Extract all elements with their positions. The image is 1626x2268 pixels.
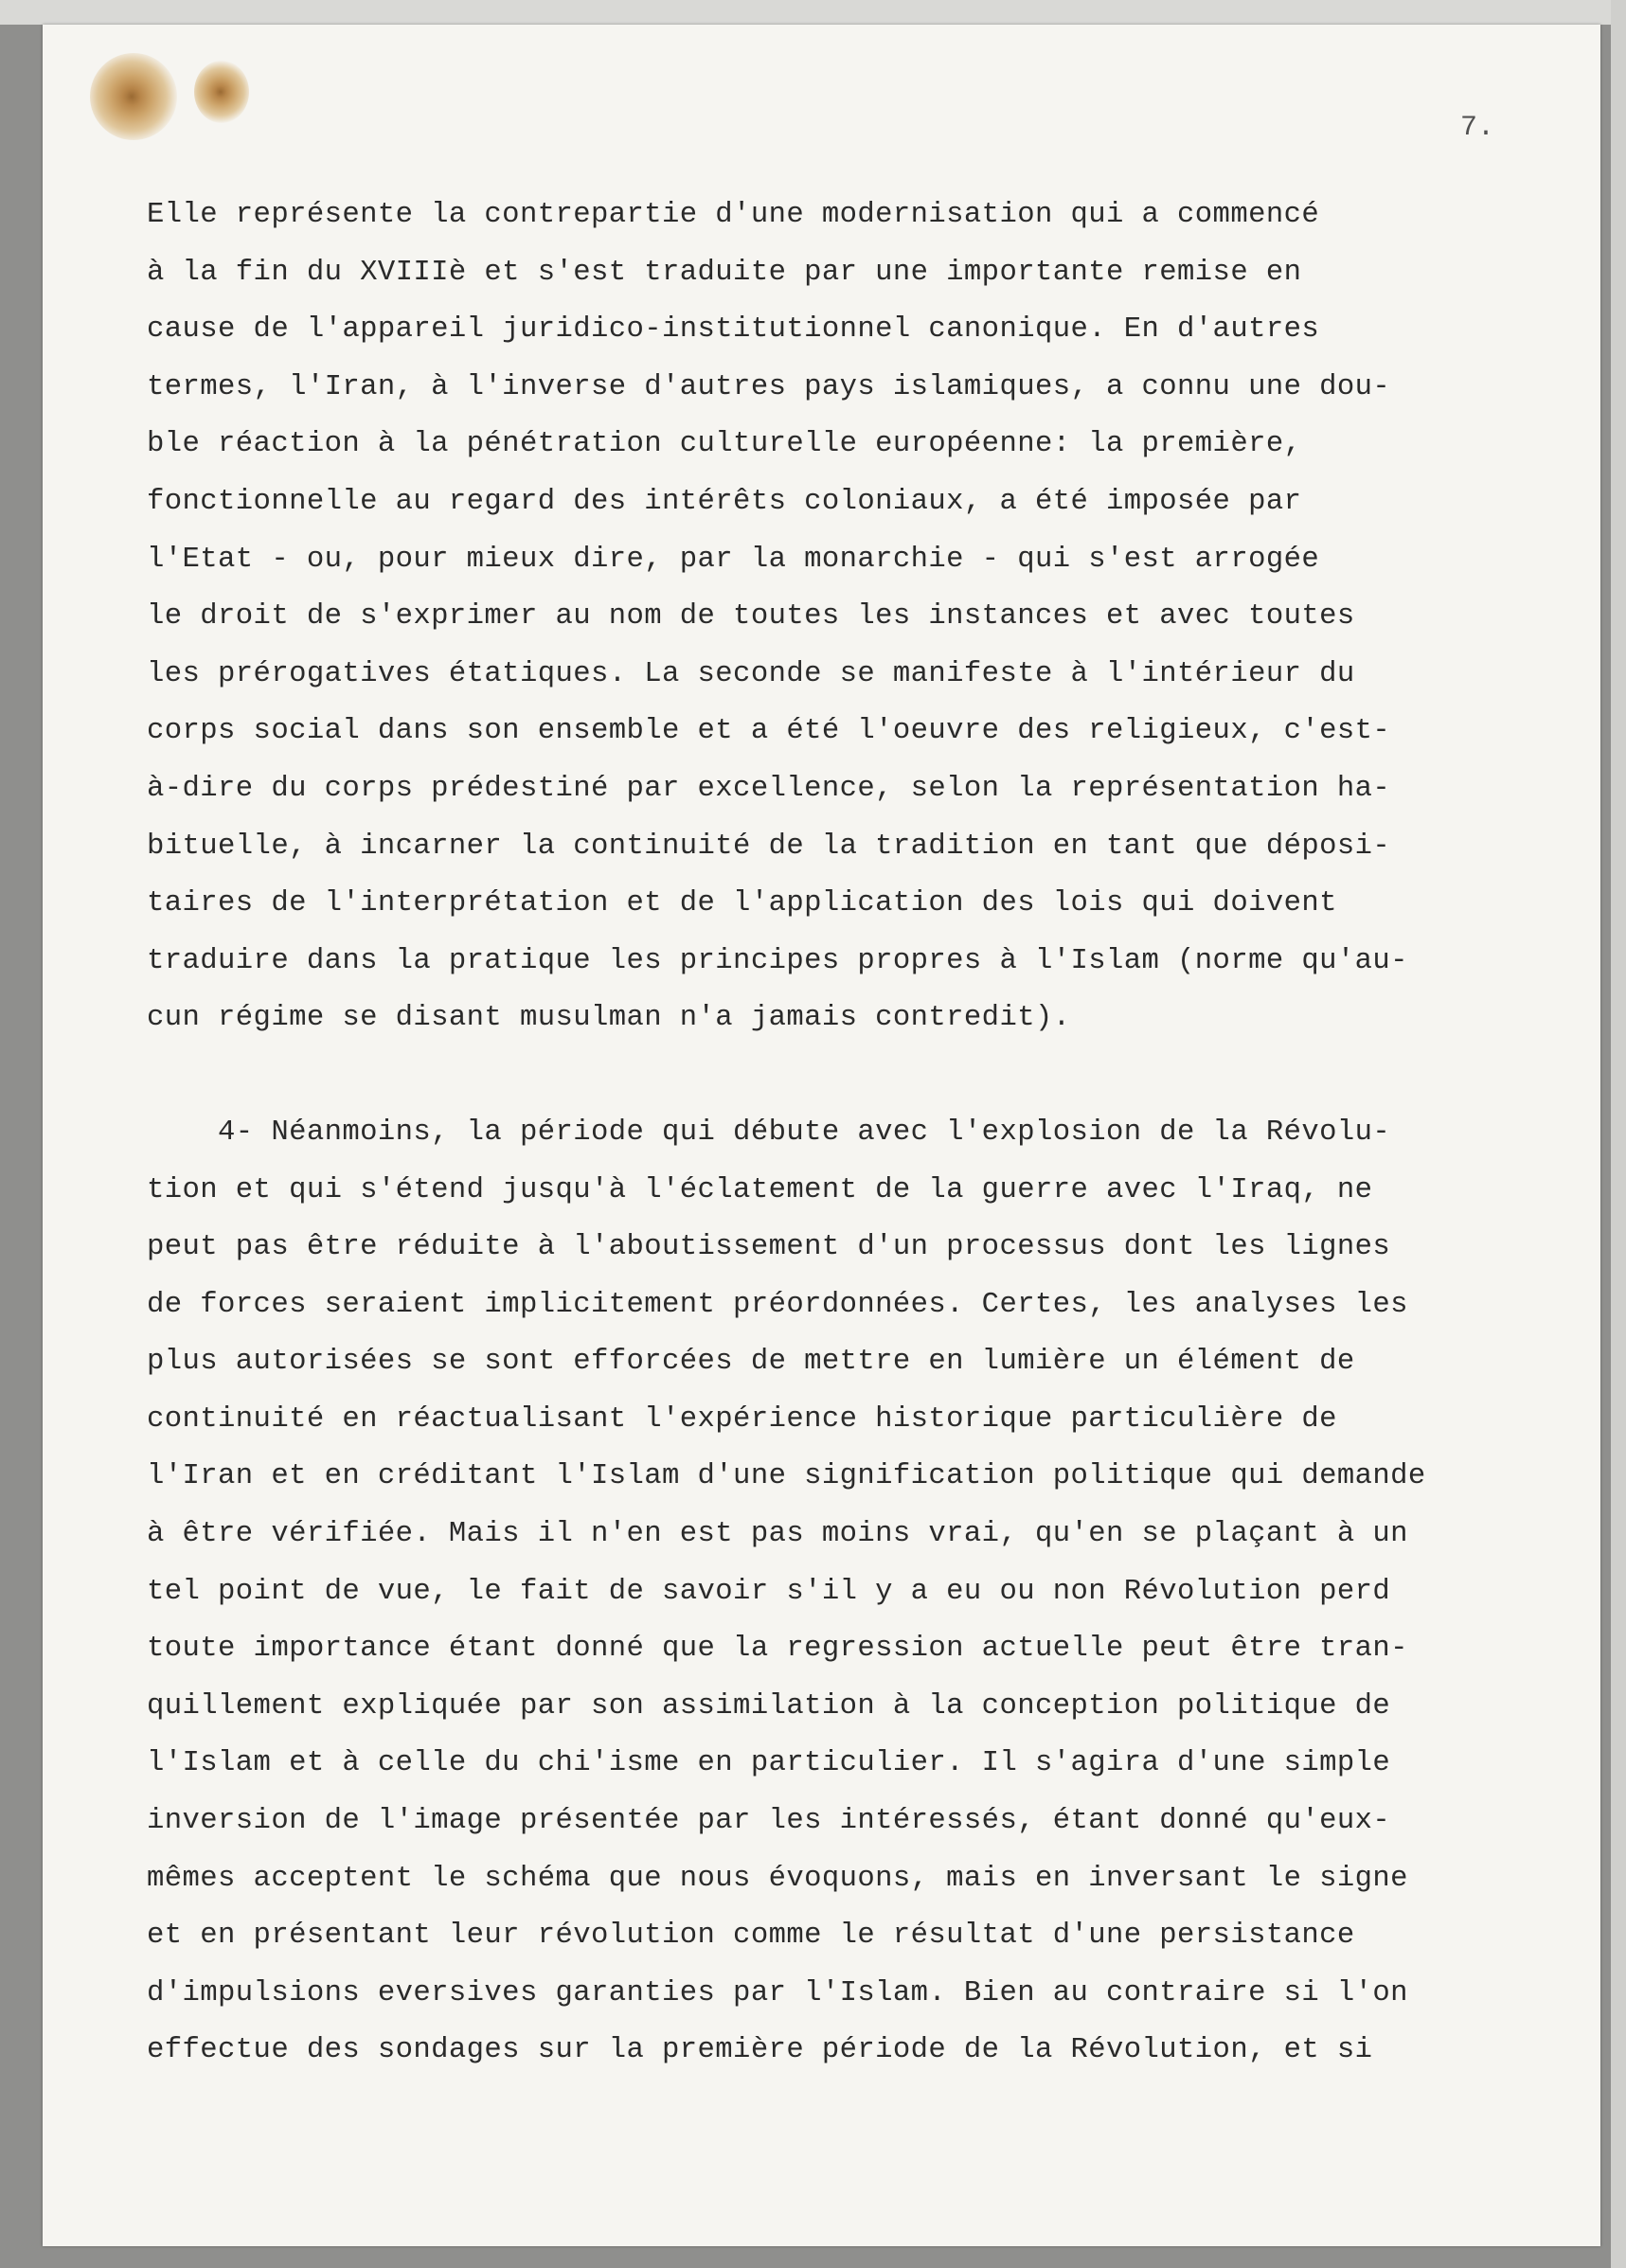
text-line: peut pas être réduite à l'aboutissement d'un processus dont les lignes: [147, 1231, 1391, 1264]
text-line: à être vérifiée. Mais il n'en est pas moins vrai, qu'en se plaçant à un: [147, 1518, 1408, 1551]
text-line: Elle représente la contrepartie d'une modernisation qui a commencé: [147, 199, 1320, 231]
paragraph-spacer: [147, 1047, 1605, 1104]
text-line: toute importance étant donné que la regression actuelle peut être tran-: [147, 1633, 1408, 1666]
scan-background-right: [1611, 0, 1626, 2268]
text-line: cause de l'appareil juridico-institutionnel canonique. En d'autres: [147, 313, 1320, 347]
typewritten-page: [43, 25, 1600, 2246]
text-line: d'impulsions eversives garanties par l'Islam. Bien au contraire si l'on: [147, 1976, 1408, 2009]
scan-background-top: [0, 0, 1626, 25]
text-line: traduire dans la pratique les principes propres à l'Islam (norme qu'au-: [147, 944, 1408, 977]
text-line: de forces seraient implicitement préordonnées. Certes, les analyses les: [147, 1288, 1408, 1321]
text-line: fonctionnelle au regard des intérêts coloniaux, a été imposée par: [147, 485, 1302, 518]
text-line: corps social dans son ensemble et a été l'oeuvre des religieux, c'est-: [147, 715, 1391, 748]
text-line: plus autorisées se sont efforcées de mettre en lumière un élément de: [147, 1346, 1355, 1379]
text-line: quillement expliquée par son assimilation à la conception politique de: [147, 1689, 1391, 1723]
text-line: à-dire du corps prédestiné par excellence, selon la représentation ha-: [147, 772, 1391, 805]
text-line: tel point de vue, le fait de savoir s'il y a eu ou non Révolution perd: [147, 1575, 1391, 1608]
paragraph: [147, 1104, 1605, 2080]
text-line: taires de l'interprétation et de l'application des lois qui doivent: [147, 887, 1337, 920]
text-line: les prérogatives étatiques. La seconde se manifeste à l'intérieur du: [147, 657, 1355, 690]
rust-stain: [90, 53, 177, 140]
text-line: 4- Néanmoins, la période qui débute avec l'explosion de la Révolu-: [147, 1116, 1391, 1149]
text-line: inversion de l'image présentée par les intéressés, étant donné qu'eux-: [147, 1805, 1391, 1838]
text-line: ble réaction à la pénétration culturelle européenne: la première,: [147, 428, 1302, 461]
paragraph: [147, 187, 1605, 1047]
text-line: tion et qui s'étend jusqu'à l'éclatement de la guerre avec l'Iraq, ne: [147, 1173, 1373, 1206]
text-line: l'Iran et en créditant l'Islam d'une signification politique qui demande: [147, 1460, 1426, 1493]
page-number: 7.: [1460, 112, 1495, 144]
text-line: cun régime se disant musulman n'a jamais contredit).: [147, 1002, 1071, 1035]
text-line: effectue des sondages sur la première période de la Révolution, et si: [147, 2034, 1373, 2067]
text-line: continuité en réactualisant l'expérience historique particulière de: [147, 1402, 1337, 1436]
rust-stain: [194, 61, 249, 123]
text-line: mêmes acceptent le schéma que nous évoquons, mais en inversant le signe: [147, 1862, 1408, 1895]
body-text: [147, 187, 1605, 2080]
text-line: le droit de s'exprimer au nom de toutes les instances et avec toutes: [147, 600, 1355, 634]
text-line: termes, l'Iran, à l'inverse d'autres pays islamiques, a connu une dou-: [147, 370, 1391, 403]
text-line: à la fin du XVIIIè et s'est traduite par une importante remise en: [147, 256, 1302, 289]
text-line: bituelle, à incarner la continuité de la tradition en tant que déposi-: [147, 830, 1391, 863]
text-line: l'Islam et à celle du chi'isme en particulier. Il s'agira d'une simple: [147, 1747, 1391, 1780]
text-line: l'Etat - ou, pour mieux dire, par la monarchie - qui s'est arrogée: [147, 543, 1320, 576]
text-line: et en présentant leur révolution comme le résultat d'une persistance: [147, 1920, 1355, 1953]
